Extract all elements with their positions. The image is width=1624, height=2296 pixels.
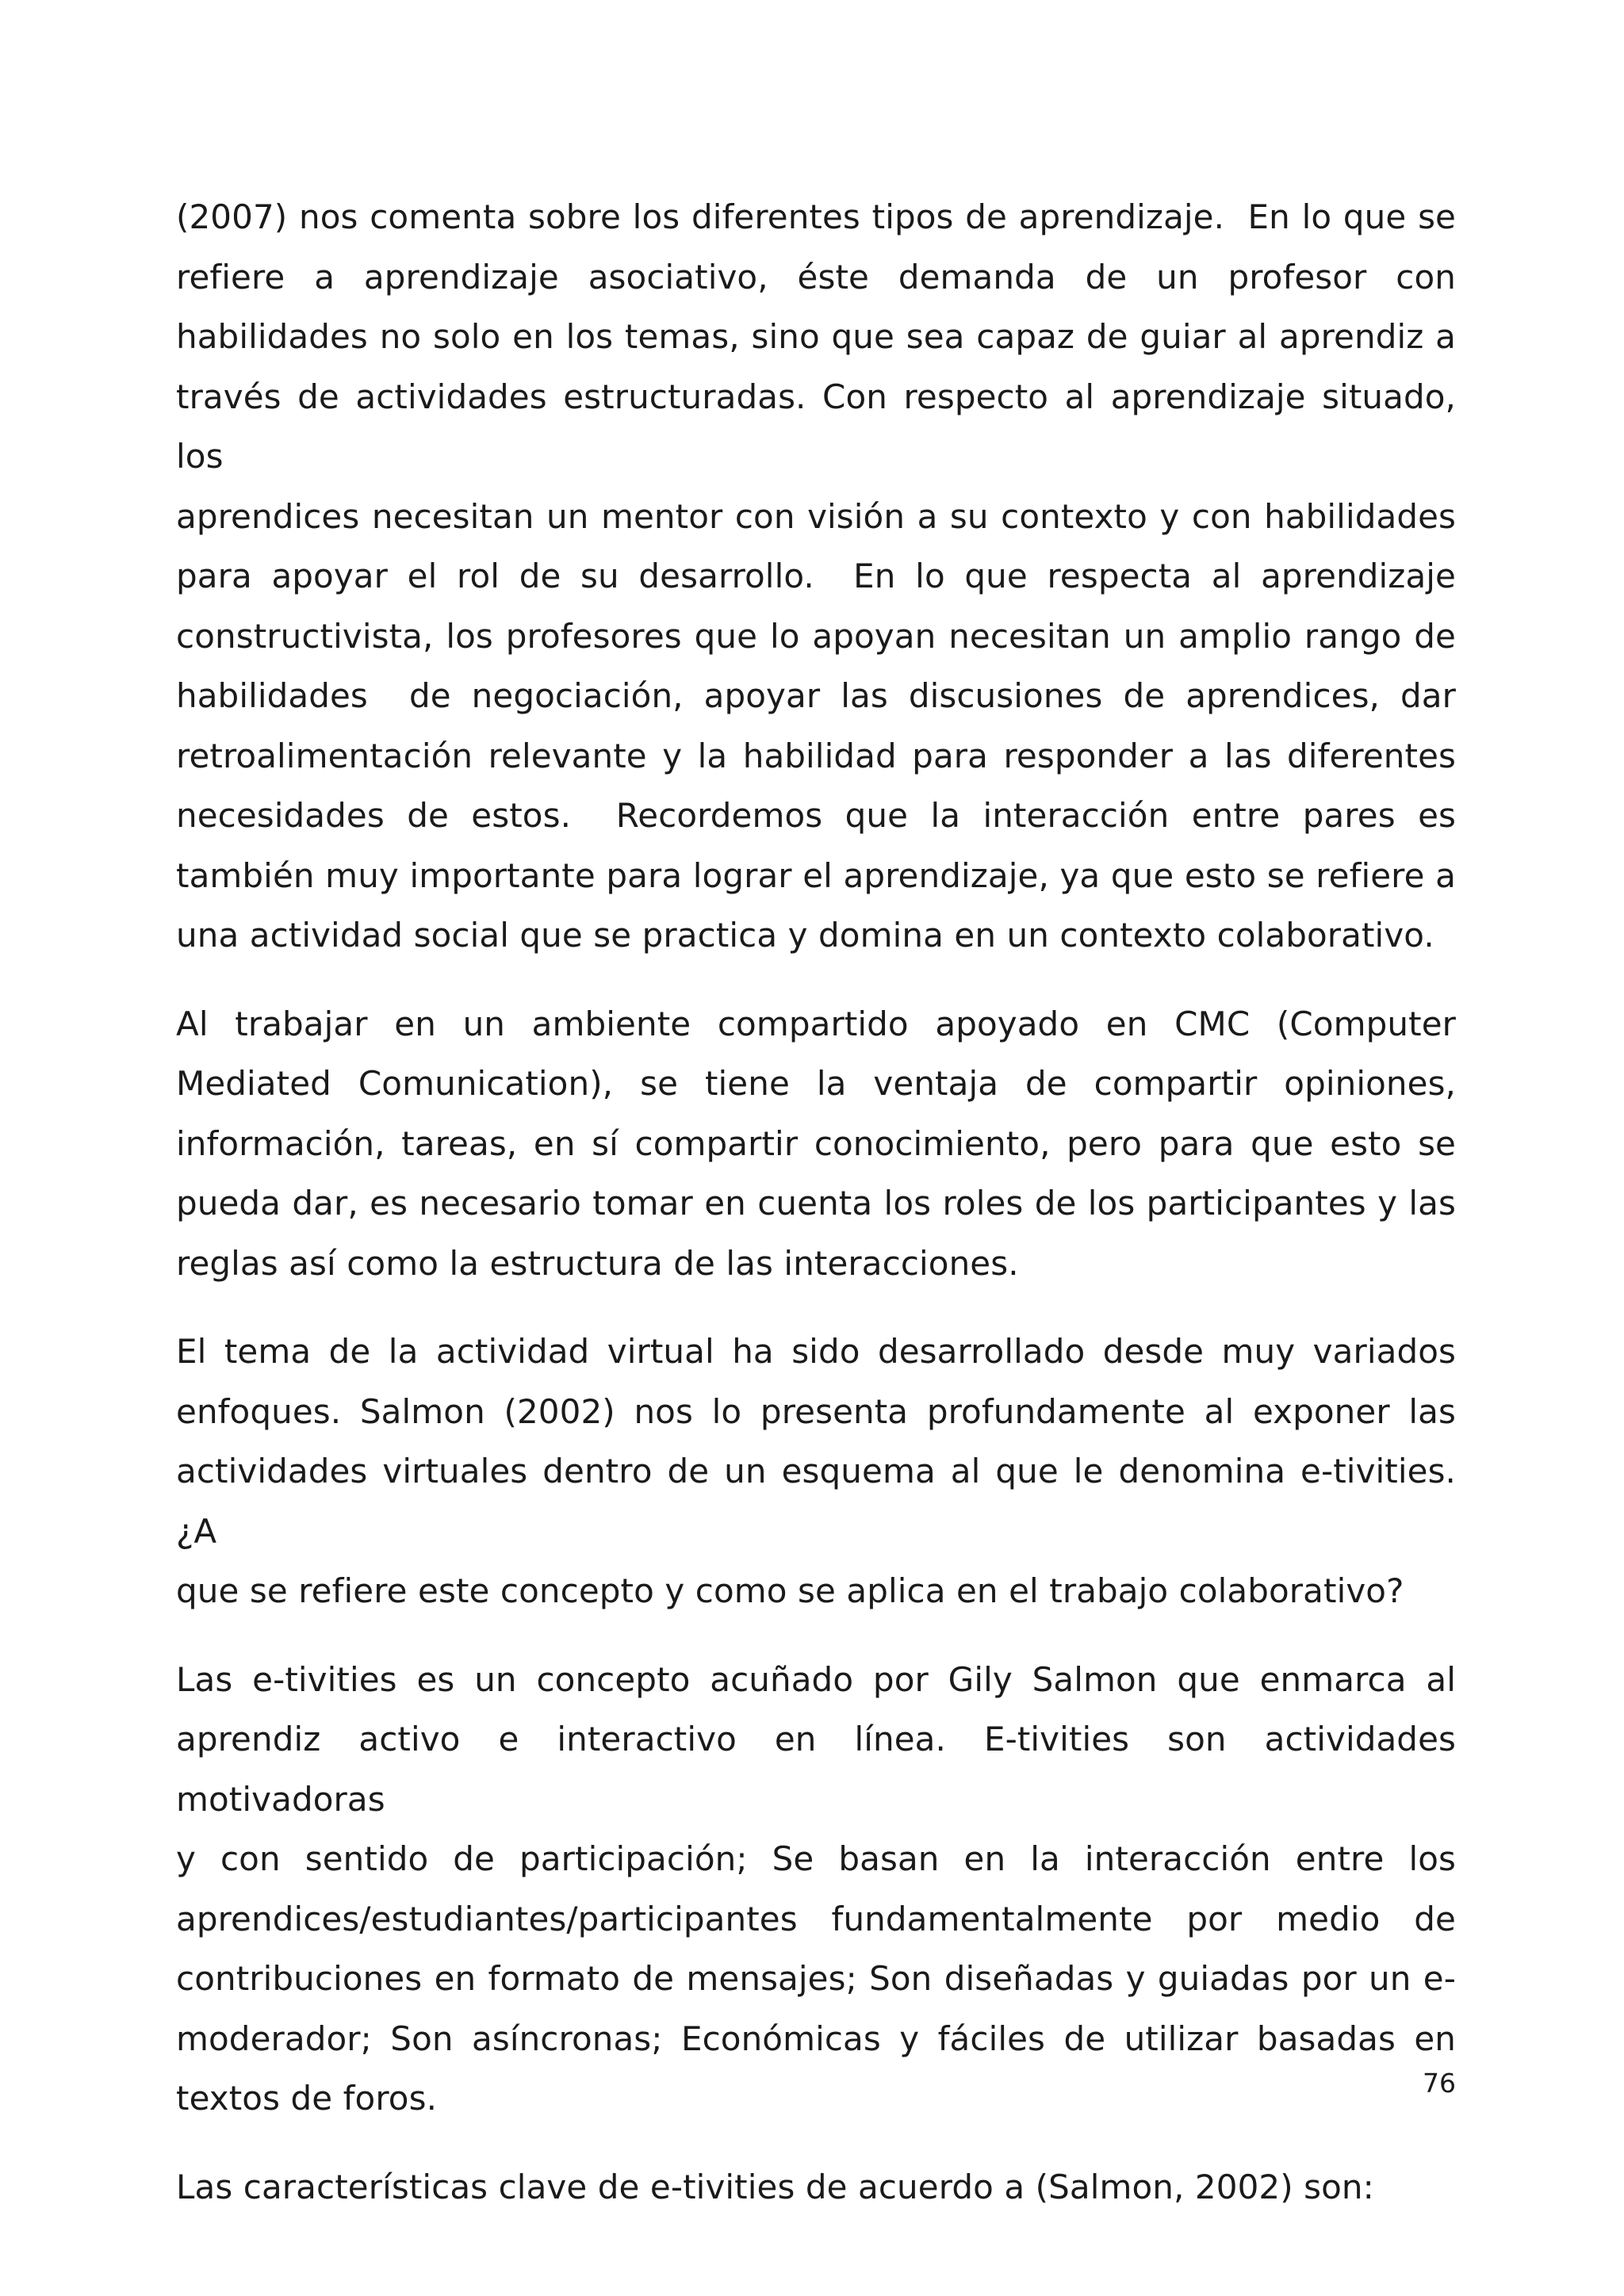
text-line: moderador; Son asíncronas; Económicas y fáciles de utilizar basadas en [176, 2019, 1456, 2058]
text-line: contribuciones en formato de mensajes; Son diseñadas y guiadas por un e- [176, 1959, 1456, 1998]
text-line: enfoques. Salmon (2002) nos lo presenta profundamente al exponer las [176, 1391, 1456, 1431]
text-line: habilidades no solo en los temas, sino que sea capaz de guiar al aprendiz a [176, 317, 1456, 356]
text-line: también muy importante para lograr el aprendizaje, ya que esto se refiere a [176, 855, 1456, 895]
text-line: través de actividades estructuradas. Con respecto al aprendizaje situado, los [176, 377, 1467, 476]
text-line: Mediated Comunication), se tiene la ventaja de compartir opiniones, [176, 1064, 1456, 1103]
paragraph-learning-types [176, 187, 1467, 966]
text-line: pueda dar, es necesario tomar en cuenta los roles de los participantes y las [176, 1184, 1456, 1223]
text-line: actividades virtuales dentro de un esquema al que le denomina e-tivities. ¿A [176, 1452, 1467, 1551]
paragraph-cmc [176, 994, 1456, 1294]
text-line: Las características clave de e-tivities de acuerdo a (Salmon, 2002) son: [176, 2167, 1374, 2206]
text-line: aprendices/estudiantes/participantes fundamentalmente por medio de [176, 1899, 1456, 1938]
text-line: habilidades de negociación, apoyar las discusiones de aprendices, dar [176, 676, 1456, 715]
text-line: y con sentido de participación; Se basan en la interacción entre los [176, 1839, 1456, 1878]
text-line: retroalimentación relevante y la habilidad para responder a las diferentes [176, 736, 1456, 775]
text-line: necesidades de estos. Recordemos que la interacción entre pares es [176, 796, 1456, 835]
paragraph-virtual-activity [176, 1322, 1467, 1621]
text-line: (2007) nos comenta sobre los diferentes tipos de aprendizaje. En lo que se [176, 197, 1456, 236]
page-number: 76 [1423, 2068, 1456, 2099]
text-line: Al trabajar en un ambiente compartido apoyado en CMC (Computer [176, 1004, 1456, 1043]
text-line: una actividad social que se practica y domina en un contexto colaborativo. [176, 916, 1434, 955]
text-line: aprendiz activo e interactivo en línea. E-tivities son actividades motivadoras [176, 1720, 1467, 1819]
text-line: reglas así como la estructura de las interacciones. [176, 1243, 1019, 1283]
body-text [176, 187, 1467, 2245]
text-line: que se refiere este concepto y como se aplica en el trabajo colaborativo? [176, 1571, 1404, 1610]
text-line: aprendices necesitan un mentor con visión a su contexto y con habilidades [176, 496, 1456, 536]
paragraph-key-characteristics [176, 2157, 1456, 2218]
text-line: para apoyar el rol de su desarrollo. En lo que respecta al aprendizaje [176, 557, 1456, 595]
text-line: información, tareas, en sí compartir conocimiento, pero para que esto se [176, 1123, 1456, 1163]
text-line: refiere a aprendizaje asociativo, éste demanda de un profesor con [176, 257, 1456, 297]
text-line: El tema de la actividad virtual ha sido desarrollado desde muy variados [176, 1332, 1456, 1371]
text-line: constructivista, los profesores que lo apoyan necesitan un amplio rango de [176, 616, 1456, 656]
paragraph-e-tivities [176, 1650, 1467, 2129]
text-line: textos de foros. [176, 2079, 438, 2118]
text-line: Las e-tivities es un concepto acuñado por Gily Salmon que enmarca al [176, 1659, 1456, 1699]
